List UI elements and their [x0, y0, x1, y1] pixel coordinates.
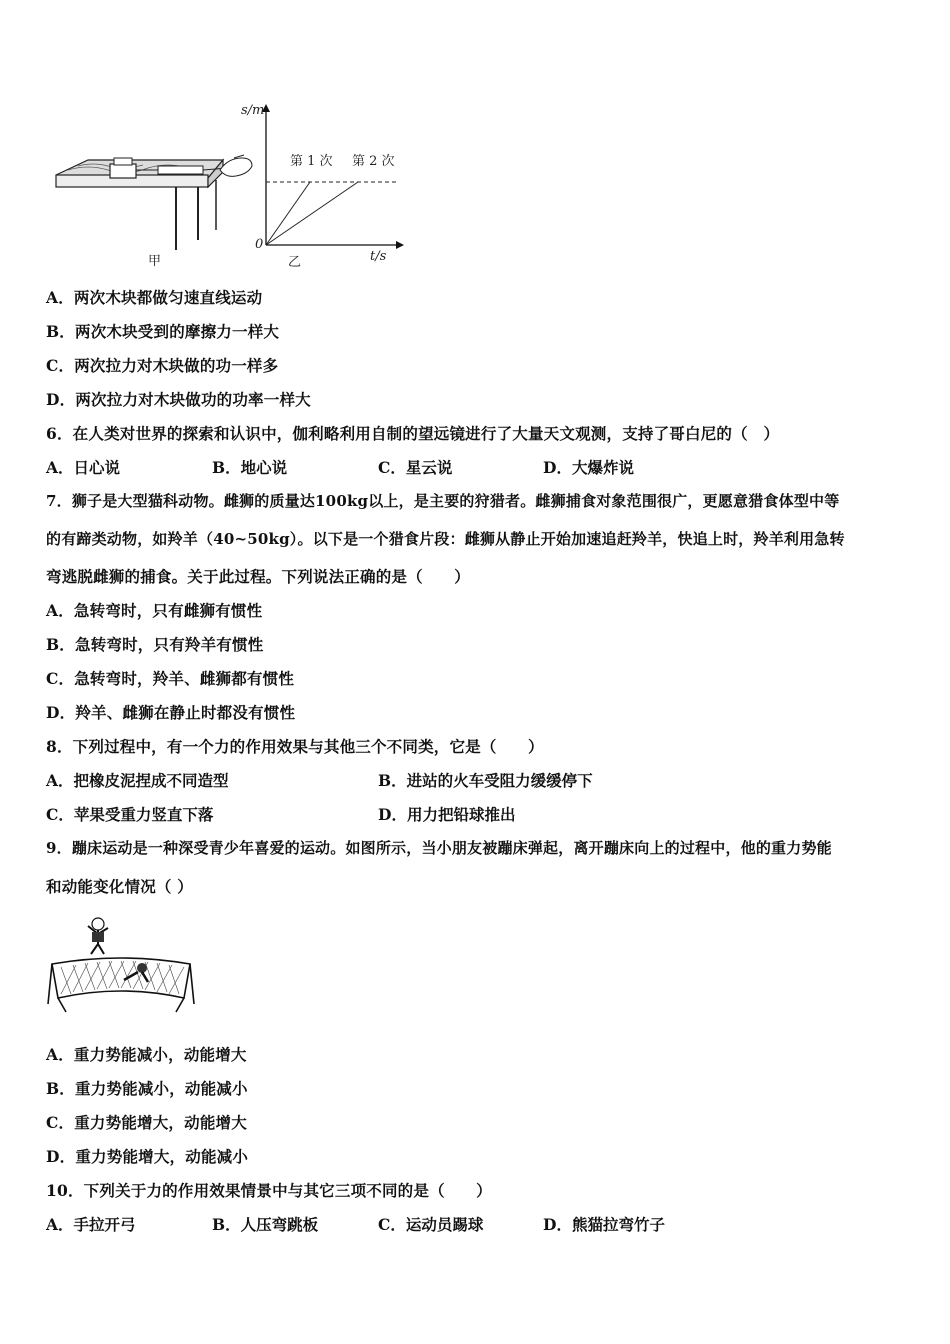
q5-option-c: C．两次拉力对木块做的功一样多 [46, 356, 279, 375]
q7-stem-line-3: 弯逃脱雌狮的捕食。关于此过程。下列说法正确的是（ ） [46, 567, 470, 586]
q8-option-d: D．用力把铅球推出 [378, 805, 516, 824]
line-second-trial [266, 182, 358, 245]
q9-stem-line-2: 和动能变化情况（ ） [46, 877, 193, 896]
trampoline-illustration [46, 912, 196, 1022]
child-head [92, 918, 104, 930]
q10-option-d: D．熊猫拉弯竹子 [543, 1215, 665, 1234]
q6-stem: 6．在人类对世界的探索和认识中，伽利略利用自制的望远镜进行了大量天文观测，支持了哥白尼的（ ） [46, 424, 780, 443]
q5-option-b: B．两次木块受到的摩擦力一样大 [46, 322, 280, 341]
q8-option-b: B．进站的火车受阻力缓缓停下 [378, 771, 593, 790]
q9-option-b: B．重力势能减小，动能减小 [46, 1079, 248, 1098]
q9-option-a: A．重力势能减小，动能增大 [46, 1045, 247, 1064]
hand-icon [220, 158, 252, 176]
q8-option-a: A．把橡皮泥捏成不同造型 [46, 771, 229, 790]
figure-label-jia: 甲 [148, 254, 162, 269]
q10-option-c: C．运动员踢球 [378, 1215, 484, 1234]
q7-option-a: A．急转弯时，只有雌狮有惯性 [46, 601, 263, 620]
s-axis-label: s/m [241, 103, 265, 118]
trampoline-frame [52, 958, 190, 998]
origin-label: 0 [255, 237, 264, 252]
q7-stem-line-1: 7．狮子是大型猫科动物。雌狮的质量达100kg以上，是主要的狩猎者。雌狮捕食对象范围很广，更愿意猎食体型中等 [46, 492, 840, 510]
wooden-block [110, 164, 136, 178]
q10-option-b: B．人压弯跳板 [212, 1215, 319, 1234]
second-trial-label: 第 2 次 [352, 154, 395, 169]
q8-stem: 8．下列过程中，有一个力的作用效果与其他三个不同类，它是（ ） [46, 737, 544, 756]
q5-option-a: A．两次木块都做匀速直线运动 [46, 288, 263, 307]
q5-option-d: D．两次拉力对木块做功的功率一样大 [46, 390, 311, 409]
q6-option-a: A．日心说 [46, 458, 121, 477]
q10-stem: 10．下列关于力的作用效果情景中与其它三项不同的是（ ） [46, 1181, 492, 1200]
t-axis-label: t/s [370, 249, 387, 264]
q9-option-c: C．重力势能增大，动能增大 [46, 1113, 247, 1132]
q6-option-d: D．大爆炸说 [543, 458, 634, 477]
trampoline-figure [46, 912, 196, 1022]
q10-option-a: A．手拉开弓 [46, 1215, 136, 1234]
q6-option-b: B．地心说 [212, 458, 288, 477]
q7-stem-line-2: 的有蹄类动物，如羚羊（40~50kg）。以下是一个猎食片段：雌狮从静止开始加速追赶羚羊，快追上时，羚羊利用急转 [46, 530, 845, 548]
q7-option-b: B．急转弯时，只有羚羊有惯性 [46, 635, 264, 654]
experiment-diagram [48, 100, 408, 275]
line-first-trial [266, 182, 310, 245]
q9-option-d: D．重力势能增大，动能减小 [46, 1147, 249, 1166]
q7-option-c: C．急转弯时，羚羊、雌狮都有惯性 [46, 669, 295, 688]
figure-block-on-table [48, 100, 408, 275]
figure-label-yi: 乙 [288, 255, 302, 270]
q8-option-c: C．苹果受重力竖直下落 [46, 805, 214, 824]
q9-stem-line-1: 9．蹦床运动是一种深受青少年喜爱的运动。如图所示，当小朋友被蹦床弹起，离开蹦床向上的过程中，他的重力势能 [46, 839, 832, 857]
q6-option-c: C．星云说 [378, 458, 453, 477]
spring-scale [158, 166, 203, 174]
first-trial-label: 第 1 次 [290, 154, 333, 169]
sitting-child-icon [137, 963, 147, 973]
q7-option-d: D．羚羊、雌狮在静止时都没有惯性 [46, 703, 296, 722]
